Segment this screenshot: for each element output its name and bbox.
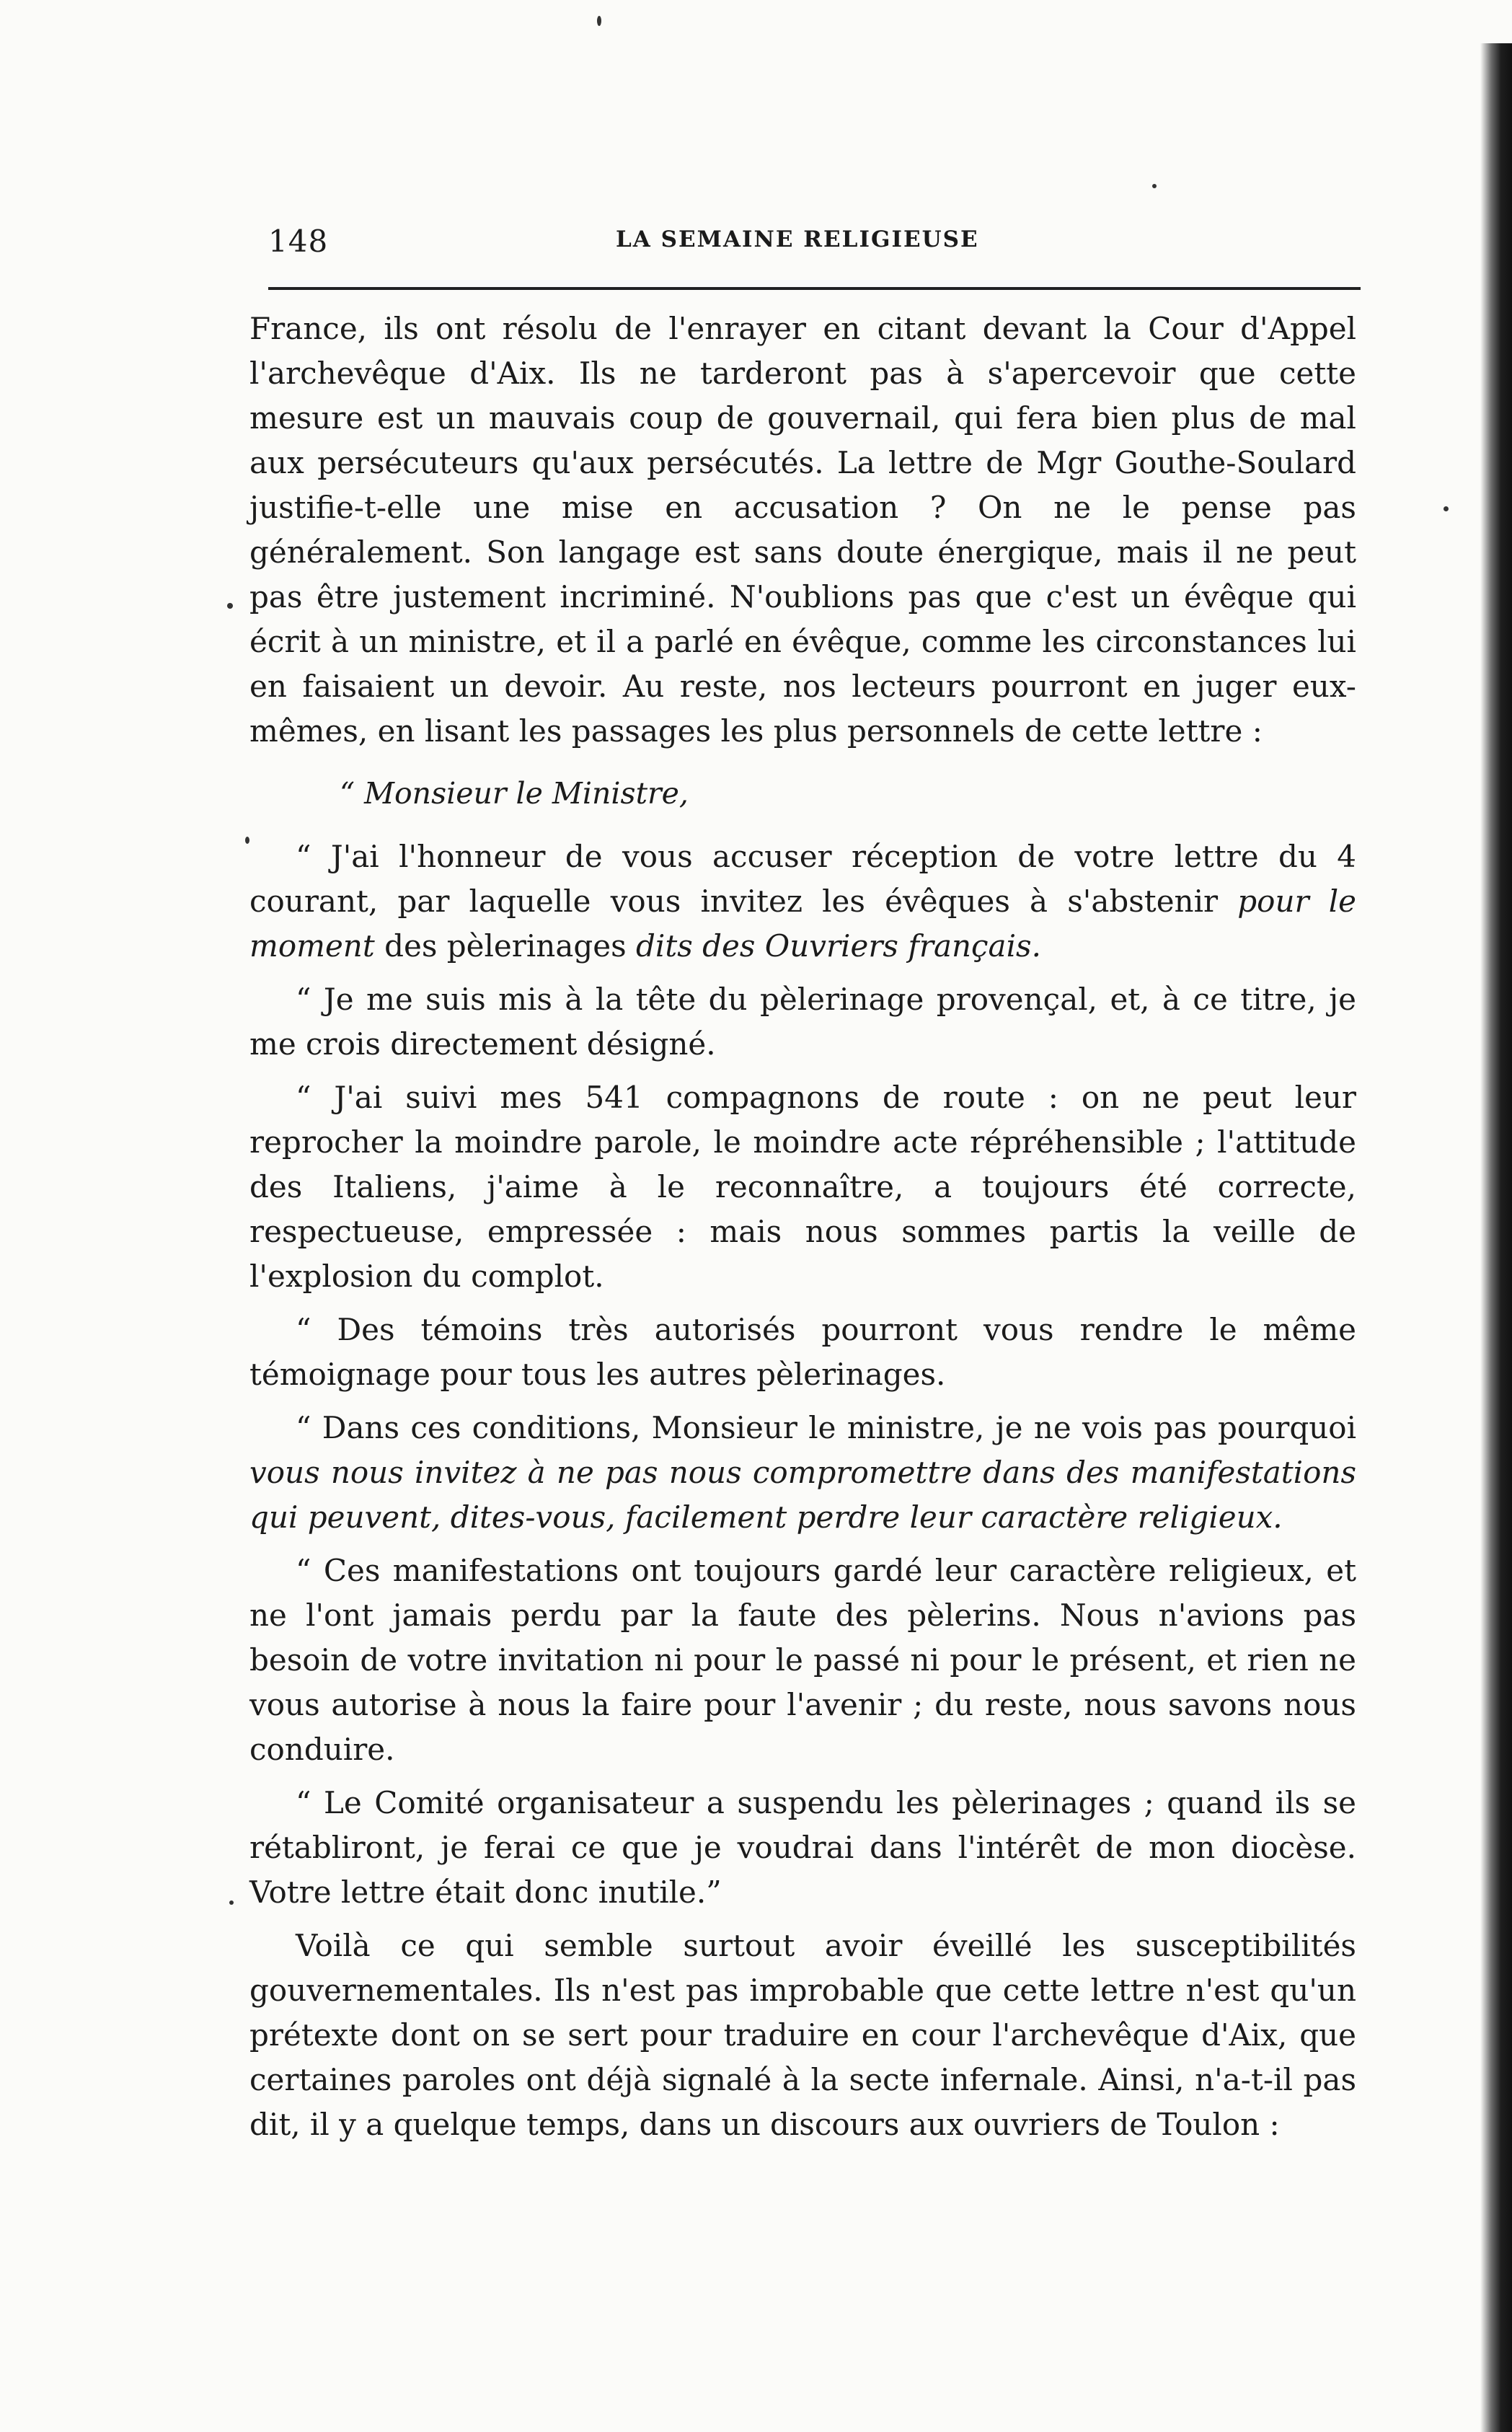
paragraph-5: “ Des témoins très autorisés pourront vous rendre le même témoignage pour tous les autres pèlerinages. [249,1312,1356,1392]
paragraph-6-text: “ Dans ces conditions, Monsieur le ministre, je ne vois pas pourquoi [296,1410,1356,1445]
paragraph-2-italic-1: pour le moment [249,884,1357,964]
running-title: LA SEMAINE RELIGIEUSE [616,226,979,252]
paragraph-2-text: “ J'ai l'honneur de vous accuser réception de votre lettre du 4 courant, par laquelle vous invitez les évêques à s'abstenir [249,839,1356,919]
page-number: 148 [268,224,329,259]
body-text [249,307,1356,2147]
scan-speck [227,603,233,609]
paragraph-2-italic-2: dits des Ouvriers français. [636,928,1041,964]
scan-speck [229,1900,234,1905]
paragraph-6 [249,1406,1356,1540]
paragraph-1: France, ils ont résolu de l'enrayer en citant devant la Cour d'Appel l'archevêque d'Aix. Ils ne tarderont pas à s'apercevoir que cette mesure est un mauvais coup de gouvernail, qui fera bien plus de mal aux persécuteurs qu'aux persécutés. La lettre de Mgr Gouthe-Soulard justifie-t-elle une mise en accusation ? On ne le pense pas généralement. Son langage est sans doute énergique, mais il ne peut pas être justement incriminé. N'oublions pas que c'est un évêque qui écrit à un ministre, et il a parlé en évêque, comme les circonstances lui en faisaient un devoir. Au reste, nos lecteurs pourront en juger eux-mêmes, en lisant les passages les plus personnels de cette lettre : [249,311,1356,749]
scan-speck [245,837,249,844]
page-header [268,224,1364,267]
paragraph-3: “ Je me suis mis à la tête du pèlerinage provençal, et, à ce titre, je me crois directement désigné. [249,982,1356,1062]
paragraph-2 [249,834,1356,969]
paragraph-6-italic: vous nous invitez à ne pas nous compromettre dans des manifestations qui peuvent, dites-vous, facilement perdre leur caractère religieux. [249,1455,1356,1535]
paragraph-7: “ Ces manifestations ont toujours gardé leur caractère religieux, et ne l'ont jamais perdu par la faute des pèlerins. Nous n'avions pas besoin de votre invitation ni pour le passé ni pour le présent, et rien ne vous autorise à nous la faire pour l'avenir ; du reste, nous savons nous conduire. [249,1553,1356,1767]
scan-speck [597,16,601,26]
paragraph-2-text-2: des pèlerinages [374,928,637,964]
header-rule [268,287,1361,290]
paragraph-4: “ J'ai suivi mes 541 compagnons de route : on ne peut leur reprocher la moindre parole, le moindre acte répréhensible ; l'attitude des Italiens, j'aime à le reconnaître, a toujours été correcte, respectueuse, empressée : mais nous sommes partis la veille de l'explosion du complot. [249,1080,1356,1294]
paragraph-9: Voilà ce qui semble surtout avoir éveillé les susceptibilités gouvernementales. Ils n'est pas improbable que cette lettre n'est qu'un prétexte dont on se sert pour traduire en cour l'archevêque d'Aix, que certaines paroles ont déjà signalé à la secte infernale. Ainsi, n'a-t-il pas dit, il y a quelque temps, dans un discours aux ouvriers de Toulon : [249,1928,1356,2142]
letter-salutation: “ Monsieur le Ministre, [340,776,689,811]
scan-speck [1444,506,1449,511]
paragraph-8: “ Le Comité organisateur a suspendu les pèlerinages ; quand ils se rétabliront, je ferai ce que je voudrai dans l'intérêt de mon diocèse. Votre lettre était donc inutile.” [249,1785,1356,1910]
scan-edge-shadow [1480,43,1512,2432]
scan-speck [1152,184,1157,188]
